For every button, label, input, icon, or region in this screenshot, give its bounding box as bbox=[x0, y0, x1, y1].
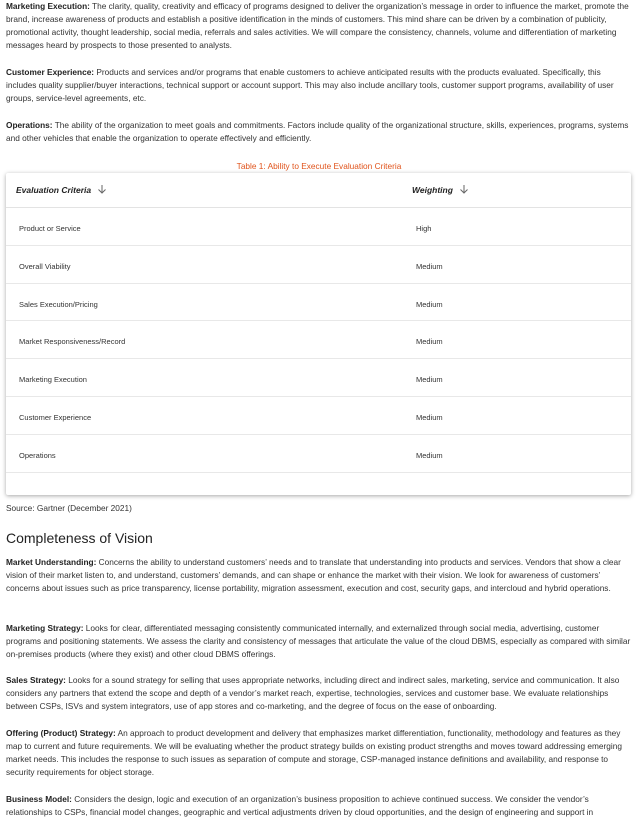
paragraph-text: Looks for clear, differentiated messaging consistently communicated internally, and externalized through social media, advertising, customer programs and positioning statements. We assess the clarity and consistency of messages that articulate the value of the cloud DBMS, especially as compared with similar on-premises products (where they exist) and other cloud DBMS offerings. bbox=[6, 623, 631, 659]
section-heading: Completeness of Vision bbox=[6, 530, 153, 546]
term-label: Operations: bbox=[6, 120, 53, 130]
term-label: Marketing Strategy: bbox=[6, 623, 84, 633]
sort-arrow-down-icon[interactable] bbox=[459, 184, 469, 195]
term-label: Business Model: bbox=[6, 794, 72, 804]
cell-weighting: Medium bbox=[416, 450, 443, 460]
paragraph-text: An approach to product development and delivery that emphasizes market differentiation, functionality, methodology and features as they map to current and future requirements. We will be evaluating whether the product strategy builds on existing product strengths and moves toward addressing emerging market needs. This includes the response to such issues as separation of compute and storage, CSP-managed instance definitions and availability, and response to security requirements for object storage. bbox=[6, 728, 622, 777]
paragraph-sales-strategy bbox=[6, 674, 632, 713]
table-row bbox=[6, 435, 631, 473]
cell-criteria: Sales Execution/Pricing bbox=[19, 299, 98, 309]
term-label: Sales Strategy: bbox=[6, 675, 66, 685]
paragraph-text: Looks for a sound strategy for selling that uses appropriate networks, including direct and indirect sales, marketing, service and communication. It also considers any partners that extend the scope and depth of a vendor’s market reach, expertise, technologies, services and customer base. We evaluate relationships between CSPs, ISVs and system integrators, use of app stores and co-marketing, and the degree of focus on the ease of onboarding. bbox=[6, 675, 620, 711]
paragraph-text: Considers the design, logic and execution of an organization’s business proposition to achieve continued success. We consider the vendor’s relationships to CSPs, financial model changes, geographic and vertical adjustments driven by cloud opportunities, and the design of engineering and support in bbox=[6, 794, 594, 817]
paragraph-operations bbox=[6, 119, 632, 145]
paragraph-text: The clarity, quality, creativity and efficacy of programs designed to deliver the organization’s message in order to influence the market, promote the brand, increase awareness of products and establish a positive identification in the minds of customers. This mind share can be driven by a combination of publicity, promotional activity, thought leadership, social media, referrals and sales activities. We will compare the consistency, channels, volume and differentiation of marketing messages heard by prospects to those presented to analysts. bbox=[6, 1, 629, 50]
paragraph-text: Products and services and/or programs that enable customers to achieve anticipated results with the products evaluated. Specifically, this includes quality supplier/buyer interactions, technical support or account support. This may also include ancillary tools, customer support programs, availability of user groups, service-level agreements, etc. bbox=[6, 67, 614, 103]
paragraph-offering-strategy bbox=[6, 727, 632, 779]
table-row bbox=[6, 321, 631, 359]
cell-criteria: Overall Viability bbox=[19, 261, 71, 271]
cell-criteria: Market Responsiveness/Record bbox=[19, 337, 126, 347]
term-label: Market Understanding: bbox=[6, 557, 97, 567]
table-source: Source: Gartner (December 2021) bbox=[6, 503, 132, 513]
term-label: Offering (Product) Strategy: bbox=[6, 728, 116, 738]
criteria-table bbox=[6, 173, 631, 495]
table-row bbox=[6, 397, 631, 435]
cell-criteria: Marketing Execution bbox=[19, 375, 87, 385]
paragraph-text: Concerns the ability to understand customers’ needs and to translate that understanding into products and services. Vendors that show a clear vision of their market listen to, and understand, customers’ demands, and can shape or enhance the market with their vision. We look for awareness of customers’ concerns about issues such as price transparency, license portability, migration assessment, execution and cost, security gaps, and intercloud and hybrid operations. bbox=[6, 557, 621, 593]
table-header bbox=[6, 173, 631, 208]
sort-arrow-down-icon[interactable] bbox=[97, 184, 107, 195]
paragraph-marketing-strategy bbox=[6, 622, 632, 661]
cell-criteria: Product or Service bbox=[19, 224, 81, 233]
paragraph-text: The ability of the organization to meet goals and commitments. Factors include quality of the organizational structure, skills, experiences, programs, systems and other vehicles that enable the organization to operate effectively and efficiently. bbox=[6, 120, 629, 143]
paragraph-market-understanding bbox=[6, 556, 632, 595]
cell-criteria: Operations bbox=[19, 450, 56, 460]
cell-weighting: Medium bbox=[416, 261, 443, 271]
cell-weighting: Medium bbox=[416, 337, 443, 347]
term-label: Marketing Execution: bbox=[6, 1, 90, 11]
column-header-label: Weighting bbox=[412, 185, 453, 195]
cell-weighting: Medium bbox=[416, 412, 443, 422]
cell-weighting: High bbox=[416, 224, 432, 233]
paragraph-customer-experience bbox=[6, 66, 632, 105]
table-row bbox=[6, 359, 631, 397]
column-header-label: Evaluation Criteria bbox=[16, 185, 92, 195]
table-row bbox=[6, 246, 631, 284]
column-header-criteria[interactable] bbox=[16, 184, 107, 197]
cell-weighting: Medium bbox=[416, 375, 443, 385]
paragraph-business-model bbox=[6, 793, 632, 819]
cell-criteria: Customer Experience bbox=[19, 412, 92, 422]
column-header-weighting[interactable] bbox=[412, 184, 469, 197]
paragraph-marketing-execution bbox=[6, 0, 632, 52]
table-row bbox=[6, 208, 631, 246]
table-row bbox=[6, 284, 631, 322]
table-caption: Table 1: Ability to Execute Evaluation Criteria bbox=[236, 161, 402, 171]
cell-weighting: Medium bbox=[416, 299, 443, 309]
term-label: Customer Experience: bbox=[6, 67, 95, 77]
